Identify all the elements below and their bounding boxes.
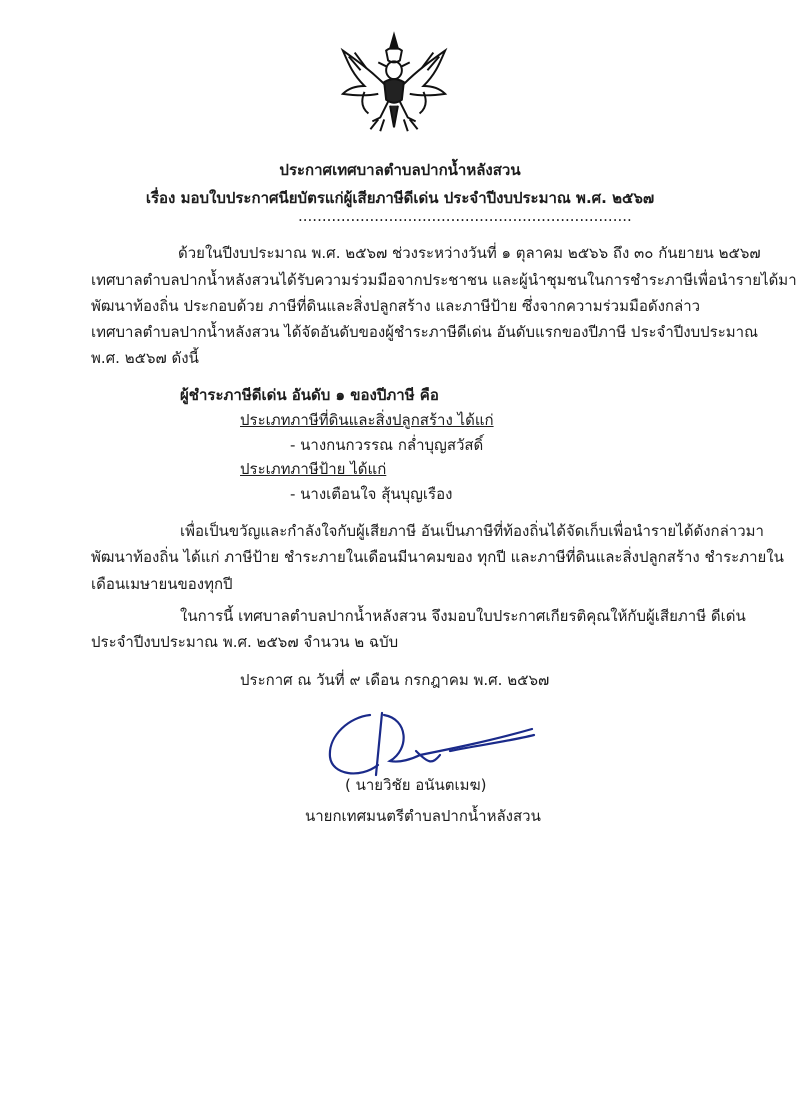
paragraph1-line2: เทศบาลตำบลปากน้ำหลังสวนได้รับความร่วมมือจากประชาชน และผู้นำชุมชนในการชำระภาษีเพื่อนำรายได้มา: [91, 271, 797, 289]
list-heading: ผู้ชำระภาษีดีเด่น อันดับ ๑ ของปีภาษี คือ: [180, 386, 439, 404]
signer-position: นายกเทศมนตรีตำบลปากน้ำหลังสวน: [305, 807, 541, 825]
announcement-title: ประกาศเทศบาลตำบลปากน้ำหลังสวน: [279, 161, 521, 179]
title-separator: ......................................................................: [298, 207, 632, 225]
paragraph3-line2: ประจำปีงบประมาณ พ.ศ. ๒๕๖๗ จำนวน ๒ ฉบับ: [91, 633, 399, 651]
category-land-tax: ประเภทภาษีที่ดินและสิ่งปลูกสร้าง ได้แก่: [240, 411, 494, 429]
paragraph3-line1: ในการนี้ เทศบาลตำบลปากน้ำหลังสวน จึงมอบใบประกาศเกียรติคุณให้กับผู้เสียภาษี ดีเด่น: [180, 607, 746, 625]
paragraph2-line3: เดือนเมษายนของทุกปี: [91, 575, 233, 593]
paragraph1-line1: ด้วยในปีงบประมาณ พ.ศ. ๒๕๖๗ ช่วงระหว่างวันที่ ๑ ตุลาคม ๒๕๖๖ ถึง ๓๐ กันยายน ๒๕๖๗: [178, 244, 761, 262]
paragraph1-line4: เทศบาลตำบลปากน้ำหลังสวน ได้จัดอันดับของผู้ชำระภาษีดีเด่น อันดับแรกของปีภาษี ประจำปีงบประมาณ: [91, 323, 759, 341]
announcement-date: ประกาศ ณ วันที่ ๙ เดือน กรกฎาคม พ.ศ. ๒๕๖๗: [240, 671, 550, 689]
paragraph1-line5: พ.ศ. ๒๕๖๗ ดังนี้: [91, 349, 199, 367]
paragraph1-line3: พัฒนาท้องถิ่น ประกอบด้วย ภาษีที่ดินและสิ่งปลูกสร้าง และภาษีป้าย ซึ่งจากความร่วมมือดังกล่าว: [91, 297, 701, 315]
garuda-emblem-icon: [335, 30, 453, 140]
announcement-subject: เรื่อง มอบใบประกาศนียบัตรแก่ผู้เสียภาษีดีเด่น ประจำปีงบประมาณ พ.ศ. ๒๕๖๗: [145, 189, 655, 207]
person-sign-tax: - นางเตือนใจ สุ้นบุญเรือง: [290, 485, 453, 503]
person-land-tax: - นางกนกวรรณ กล่ำบุญสวัสดิ์: [290, 436, 484, 454]
paragraph2-line2: พัฒนาท้องถิ่น ได้แก่ ภาษีป้าย ชำระภายในเดือนมีนาคมของ ทุกปี และภาษีที่ดินและสิ่งปลูกสร้าง ชำระภายใน: [91, 548, 784, 566]
signer-name: ( นายวิชัย อนันตเมฆ): [345, 776, 487, 794]
paragraph2-line1: เพื่อเป็นขวัญและกำลังใจกับผู้เสียภาษี อันเป็นภาษีที่ท้องถิ่นได้จัดเก็บเพื่อนำรายได้ดังกล่าวมา: [180, 522, 764, 540]
category-sign-tax: ประเภทภาษีป้าย ได้แก่: [240, 460, 387, 478]
